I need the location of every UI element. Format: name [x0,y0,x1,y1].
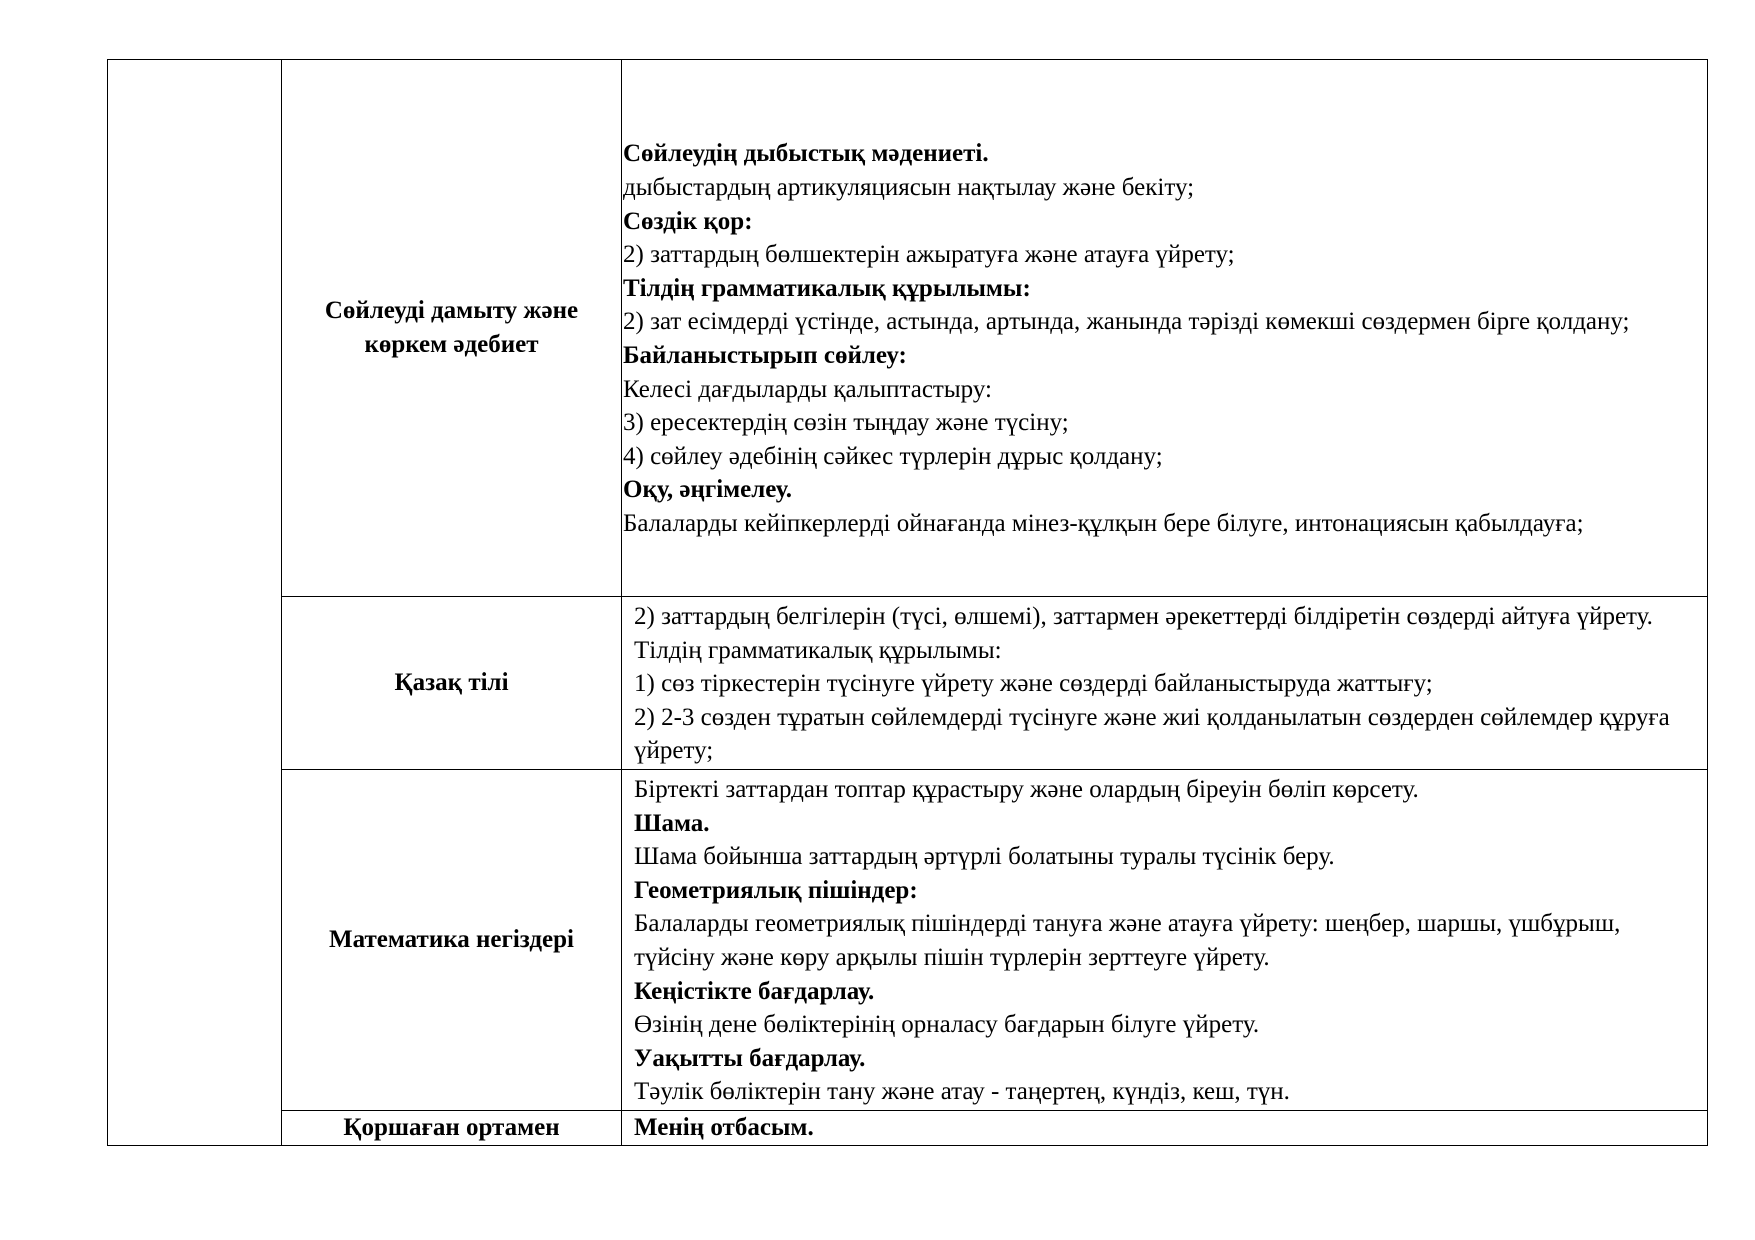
subject-cell [282,770,622,1111]
content-line: дыбыстардың артикуляциясын нақтылау және бекіту; [623,174,1195,202]
subject-label: Математика негіздері [329,926,574,953]
content-heading: Кеңістікте бағдарлау. [634,977,875,1005]
subject-label: Сөйлеуді дамыту және көркем әдебиет [324,297,579,358]
content-heading: Уақытты бағдарлау. [634,1044,866,1072]
table-row [108,1111,1708,1146]
content-cell [622,1111,1708,1146]
content-line: 2) заттардың белгілерін (түсі, өлшемі), заттармен әрекеттерді білдіретін сөздерді айтуға үйрету. Тілдің грамматикалық құрылымы: [634,603,1653,664]
content-line: Балаларды кейіпкерлерді ойнағанда мінез-құлқын бере білуге, интонациясын қабылдауға; [623,509,1584,537]
content-line: 2) зат есімдерді үстінде, астында, артында, жанында тәрізді көмекші сөздермен бірге қолдану; [623,308,1630,336]
subject-cell [282,597,622,770]
content-cell [622,597,1708,770]
content-heading: Байланыстырып сөйлеу: [623,342,907,369]
content-heading: Оқу, әңгімелеу. [623,476,793,504]
content-line: 1) сөз тіркестерін түсінуге үйрету және сөздерді байланыстыруда жаттығу; [634,670,1433,698]
content-line: Біртекті заттардан топтар құрастыру және олардың біреуін бөліп көрсету. [634,776,1419,804]
subject-label: Қоршаған ортамен [343,1114,560,1141]
empty-left-cell [108,60,282,1146]
subject-cell [282,1111,622,1146]
content-heading: Сөздік қор: [623,207,753,235]
subject-label: Қазақ тілі [394,669,509,696]
content-heading: Сөйлеудің дыбыстық мәдениеті. [623,140,989,168]
subject-cell [282,60,622,597]
content-line: Балаларды геометриялық пішіндерді тануға және атауға үйрету: шеңбер, шаршы, үшбұрыш, түйсіну және көру арқылы пішін түрлерін зерттеуге үйрету. [634,910,1621,971]
curriculum-table [107,59,1708,1146]
content-heading: Тілдің грамматикалық құрылымы: [623,274,1031,302]
content-line: 4) сөйлеу әдебінің сәйкес түрлерін дұрыс қолдану; [623,442,1163,470]
content-heading: Геометриялық пішіндер: [634,876,918,904]
table-row [108,60,1708,597]
content-line: 2) заттардың бөлшектерін ажыратуға және атауға үйрету; [623,241,1235,269]
content-line: Шама бойынша заттардың әртүрлі болатыны туралы түсінік беру. [634,843,1335,871]
content-line: Өзінің дене бөліктерінің орналасу бағдарын білуге үйрету. [634,1011,1260,1039]
table-row [108,597,1708,770]
content-heading: Менің отбасым. [634,1114,814,1142]
content-heading: Шама. [634,809,710,837]
content-cell [622,770,1708,1111]
content-line: 3) ересектердің сөзін тыңдау және түсіну; [623,409,1069,437]
content-line: Тәулік бөліктерін тану және атау - таңертең, күндіз, кеш, түн. [634,1078,1290,1106]
content-cell [622,60,1708,597]
content-line: Келесі дағдыларды қалыптастыру: [623,375,992,403]
content-line: 2) 2-3 сөзден тұратын сөйлемдерді түсінуге және жиі қолданылатын сөздерден сөйлемдер құруға үйрету; [634,703,1670,765]
table-row [108,770,1708,1111]
